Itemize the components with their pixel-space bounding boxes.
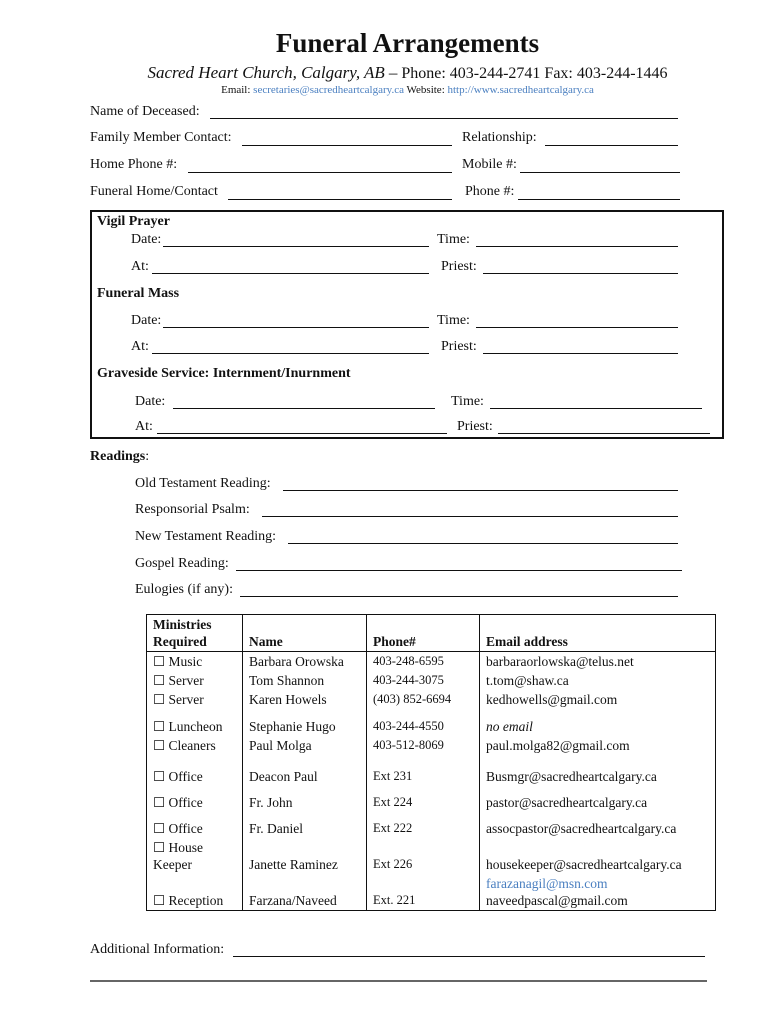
mass-date-field[interactable] xyxy=(163,327,429,328)
gospel-field[interactable] xyxy=(236,570,682,571)
table-row: ☐ Luncheon Stephanie Hugo 403-244-4550 no email xyxy=(147,714,716,736)
vigil-priest-label: Priest: xyxy=(441,259,477,274)
mass-at-field[interactable] xyxy=(152,353,429,354)
home-phone-label: Home Phone #: xyxy=(90,157,178,172)
new-testament-field[interactable] xyxy=(288,543,678,544)
mass-priest-label: Priest: xyxy=(441,339,477,354)
email-link[interactable]: farazanagil@msn.com xyxy=(486,876,608,891)
checkbox-icon[interactable]: ☐ xyxy=(153,692,166,707)
mass-date-label: Date: xyxy=(131,313,162,328)
table-row: ☐ Cleaners Paul Molga 403-512-8069 paul.molga82@gmail.com xyxy=(147,736,716,760)
checkbox-icon[interactable]: ☐ xyxy=(153,821,166,836)
family-contact-field[interactable] xyxy=(242,145,452,146)
header-phone: Phone# xyxy=(367,615,480,652)
checkbox-icon[interactable]: ☐ xyxy=(153,795,166,810)
vigil-date-field[interactable] xyxy=(163,246,429,247)
vigil-prayer-title: Vigil Prayer xyxy=(97,214,170,229)
header-ministries: Ministries Required xyxy=(147,615,243,652)
mass-at-label: At: xyxy=(131,339,149,354)
church-name: Sacred Heart Church, Calgary, AB xyxy=(147,63,385,82)
mass-time-field[interactable] xyxy=(476,327,678,328)
phone-label: Phone #: xyxy=(465,184,515,199)
funeral-mass-title: Funeral Mass xyxy=(97,286,180,301)
phone-field[interactable] xyxy=(518,199,680,200)
psalm-label: Responsorial Psalm: xyxy=(135,502,250,517)
email-link[interactable]: secretaries@sacredheartcalgary.ca xyxy=(253,84,404,96)
page-title: Funeral Arrangements xyxy=(275,28,540,58)
table-row: ☐ Server Tom Shannon 403-244-3075 t.tom@shaw.ca xyxy=(147,671,716,690)
header-email: Email address xyxy=(480,615,716,652)
website-link[interactable]: http://www.sacredheartcalgary.ca xyxy=(447,84,594,96)
table-row: ☐ Reception Farzana/Naveed Ext. 221 farazanagil@msn.com naveedpascal@gmail.com xyxy=(147,874,716,911)
funeral-home-field[interactable] xyxy=(228,199,452,200)
name-of-deceased-field[interactable] xyxy=(210,118,678,119)
checkbox-icon[interactable]: ☐ xyxy=(153,719,166,734)
graveside-date-label: Date: xyxy=(135,394,166,409)
psalm-field[interactable] xyxy=(262,516,678,517)
dash: – xyxy=(388,63,398,82)
name-of-deceased-label: Name of Deceased: xyxy=(90,104,200,119)
table-row: ☐ Server Karen Howels (403) 852-6694 kedhowells@gmail.com xyxy=(147,690,716,714)
eulogies-label: Eulogies (if any): xyxy=(135,582,233,597)
old-testament-label: Old Testament Reading: xyxy=(135,476,271,491)
vigil-date-label: Date: xyxy=(131,232,162,247)
graveside-time-field[interactable] xyxy=(490,408,702,409)
checkbox-icon[interactable]: ☐ xyxy=(153,893,166,908)
family-contact-label: Family Member Contact: xyxy=(90,130,232,145)
vigil-priest-field[interactable] xyxy=(483,273,678,274)
email-label: Email: xyxy=(221,84,251,96)
old-testament-field[interactable] xyxy=(283,490,678,491)
table-row: ☐ Music Barbara Orowska 403-248-6595 barbaraorlowska@telus.net xyxy=(147,652,716,672)
table-row: ☐ Office Deacon Paul Ext 231 Busmgr@sacredheartcalgary.ca xyxy=(147,760,716,786)
vigil-time-field[interactable] xyxy=(476,246,678,247)
graveside-time-label: Time: xyxy=(451,394,484,409)
vigil-time-label: Time: xyxy=(437,232,470,247)
website-label: Website: xyxy=(406,84,445,96)
divider xyxy=(90,980,707,982)
home-phone-field[interactable] xyxy=(188,172,452,173)
mass-time-label: Time: xyxy=(437,313,470,328)
graveside-date-field[interactable] xyxy=(173,408,435,409)
relationship-label: Relationship: xyxy=(462,130,537,145)
graveside-at-field[interactable] xyxy=(157,433,447,434)
readings-colon: : xyxy=(145,449,150,464)
additional-info-field[interactable] xyxy=(233,956,705,957)
mobile-label: Mobile #: xyxy=(462,157,517,172)
table-row: ☐ Office Fr. John Ext 224 pastor@sacredheartcalgary.ca xyxy=(147,786,716,812)
mobile-field[interactable] xyxy=(520,172,680,173)
table-row: ☐ House Keeper Janette Raminez Ext 226 housekeeper@sacredheartcalgary.ca xyxy=(147,838,716,874)
graveside-at-label: At: xyxy=(135,419,153,434)
header-name: Name xyxy=(243,615,367,652)
ministries-table xyxy=(146,614,716,911)
graveside-title: Graveside Service: Internment/Inurnment xyxy=(97,366,351,381)
services-box xyxy=(90,210,724,439)
relationship-field[interactable] xyxy=(545,145,678,146)
additional-info-label: Additional Information: xyxy=(90,942,225,957)
checkbox-icon[interactable]: ☐ xyxy=(153,840,166,855)
church-contact-line xyxy=(0,63,770,83)
funeral-home-label: Funeral Home/Contact xyxy=(90,184,218,199)
table-header-row xyxy=(147,615,716,652)
phone-fax: Phone: 403-244-2741 Fax: 403-244-1446 xyxy=(401,65,668,82)
gospel-label: Gospel Reading: xyxy=(135,556,229,571)
checkbox-icon[interactable]: ☐ xyxy=(153,769,166,784)
new-testament-label: New Testament Reading: xyxy=(135,529,277,544)
graveside-priest-field[interactable] xyxy=(498,433,710,434)
readings-heading xyxy=(90,449,149,465)
checkbox-icon[interactable]: ☐ xyxy=(153,673,166,688)
eulogies-field[interactable] xyxy=(240,596,678,597)
checkbox-icon[interactable]: ☐ xyxy=(153,654,166,669)
checkbox-icon[interactable]: ☐ xyxy=(153,738,166,753)
readings-title: Readings xyxy=(90,449,146,464)
graveside-priest-label: Priest: xyxy=(457,419,493,434)
table-row: ☐ Office Fr. Daniel Ext 222 assocpastor@sacredheartcalgary.ca xyxy=(147,812,716,838)
email-website-line xyxy=(0,84,770,96)
vigil-at-field[interactable] xyxy=(152,273,429,274)
mass-priest-field[interactable] xyxy=(483,353,678,354)
vigil-at-label: At: xyxy=(131,259,149,274)
